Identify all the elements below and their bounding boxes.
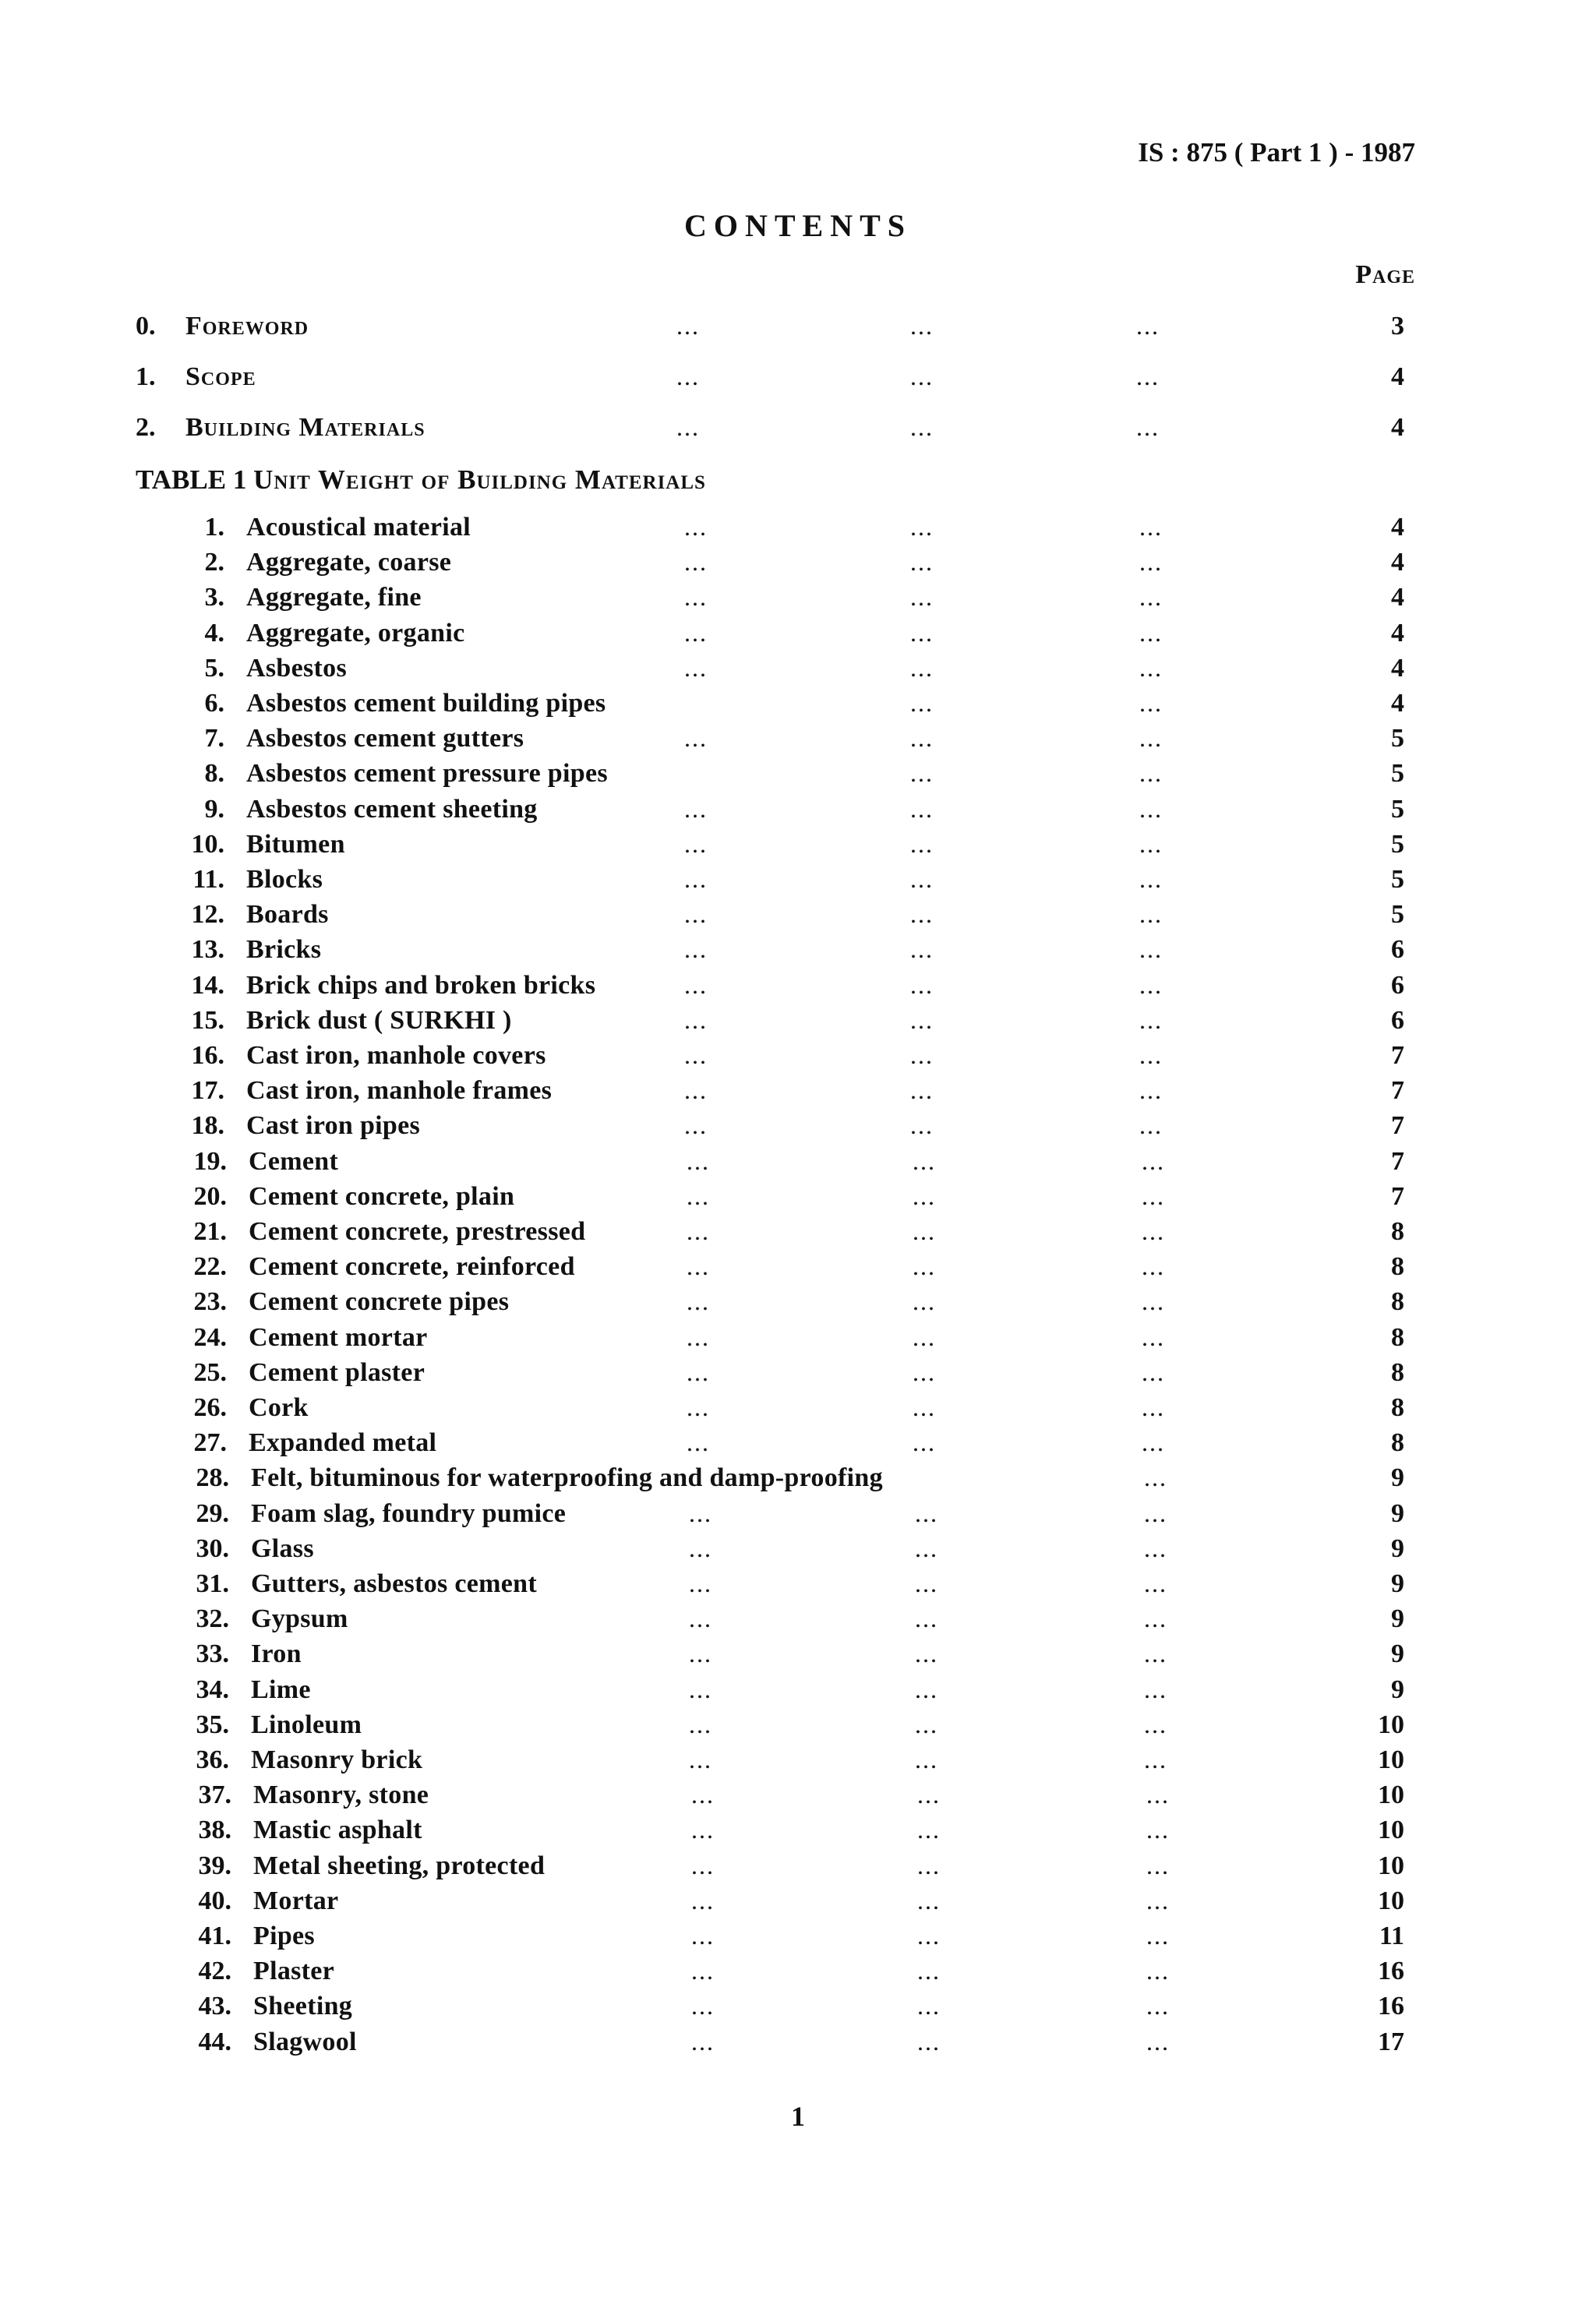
item-page-number: 10 xyxy=(1378,1710,1404,1739)
leader-dots: ... xyxy=(913,1323,936,1351)
item-number: 36. xyxy=(196,1745,229,1774)
table-heading xyxy=(136,464,706,496)
leader-dots: ... xyxy=(1139,935,1163,963)
leader-dots: ... xyxy=(1142,1147,1165,1175)
leader-dots: ... xyxy=(684,548,708,576)
leader-dots: ... xyxy=(1139,1041,1163,1069)
item-number: 29. xyxy=(196,1499,229,1528)
leader-dots: ... xyxy=(691,1992,715,2020)
item-number: 24. xyxy=(193,1323,227,1352)
item-name: Boards xyxy=(246,900,329,929)
leader-dots: ... xyxy=(913,1182,936,1210)
item-number: 1. xyxy=(204,513,224,542)
leader-dots: ... xyxy=(1139,795,1163,823)
leader-dots: ... xyxy=(917,2027,941,2056)
leader-dots: ... xyxy=(1142,1182,1165,1210)
item-page-number: 8 xyxy=(1391,1252,1404,1281)
item-page-number: 8 xyxy=(1391,1217,1404,1246)
item-number: 12. xyxy=(191,900,224,929)
item-page-number: 4 xyxy=(1391,619,1404,648)
item-name: Pipes xyxy=(253,1922,315,1950)
item-page-number: 5 xyxy=(1391,900,1404,929)
leader-dots: ... xyxy=(684,513,708,541)
leader-dots: ... xyxy=(684,830,708,858)
leader-dots: ... xyxy=(1144,1675,1167,1703)
item-number: 30. xyxy=(196,1534,229,1563)
leader-dots: ... xyxy=(913,1393,936,1421)
item-page-number: 4 xyxy=(1391,548,1404,577)
leader-dots: ... xyxy=(691,1816,715,1844)
item-number: 27. xyxy=(193,1428,227,1457)
item-page-number: 5 xyxy=(1391,795,1404,824)
item-number: 20. xyxy=(193,1182,227,1211)
item-name: Cast iron pipes xyxy=(246,1111,421,1140)
item-number: 11. xyxy=(192,865,224,894)
item-number: 6. xyxy=(204,689,224,718)
leader-dots: ... xyxy=(676,312,700,340)
leader-dots: ... xyxy=(1146,1957,1170,1985)
item-number: 15. xyxy=(191,1006,224,1035)
item-number: 40. xyxy=(198,1886,231,1915)
item-name: Brick chips and broken bricks xyxy=(246,971,596,1000)
leader-dots: ... xyxy=(910,583,934,611)
item-name: Gypsum xyxy=(251,1604,348,1633)
item-number: 14. xyxy=(191,971,224,1000)
item-page-number: 7 xyxy=(1391,1147,1404,1176)
item-number: 3. xyxy=(204,583,224,612)
table-title: Unit Weight of Building Materials xyxy=(253,464,706,495)
leader-dots: ... xyxy=(676,362,700,390)
leader-dots: ... xyxy=(684,619,708,647)
item-name: Metal sheeting, protected xyxy=(253,1851,546,1880)
item-page-number: 8 xyxy=(1391,1323,1404,1352)
leader-dots: ... xyxy=(1146,1780,1170,1809)
page-column-label: Page xyxy=(1355,260,1415,289)
leader-dots: ... xyxy=(1139,1006,1163,1034)
leader-dots: ... xyxy=(691,2027,715,2056)
page-number: 1 xyxy=(791,2101,805,2132)
leader-dots: ... xyxy=(689,1534,712,1562)
item-name: Bricks xyxy=(246,935,322,964)
item-page-number: 7 xyxy=(1391,1111,1404,1140)
leader-dots: ... xyxy=(689,1604,712,1632)
item-number: 41. xyxy=(198,1922,231,1950)
item-number: 16. xyxy=(191,1041,224,1070)
item-name: Cement concrete pipes xyxy=(249,1287,510,1316)
leader-dots: ... xyxy=(684,795,708,823)
leader-dots: ... xyxy=(910,513,934,541)
leader-dots: ... xyxy=(676,413,700,441)
leader-dots: ... xyxy=(687,1182,710,1210)
leader-dots: ... xyxy=(910,971,934,999)
item-name: Asbestos cement pressure pipes xyxy=(246,759,608,788)
leader-dots: ... xyxy=(687,1323,710,1351)
leader-dots: ... xyxy=(1144,1499,1167,1527)
item-number: 32. xyxy=(196,1604,229,1633)
leader-dots: ... xyxy=(689,1569,712,1597)
item-name: Cement plaster xyxy=(249,1358,425,1387)
item-page-number: 9 xyxy=(1391,1569,1404,1598)
item-page-number: 7 xyxy=(1391,1076,1404,1105)
item-name: Asbestos cement sheeting xyxy=(246,795,538,824)
item-page-number: 8 xyxy=(1391,1393,1404,1422)
leader-dots: ... xyxy=(910,759,934,787)
section-title: Foreword xyxy=(185,312,309,341)
item-name: Mortar xyxy=(253,1886,339,1915)
item-page-number: 4 xyxy=(1391,513,1404,542)
leader-dots: ... xyxy=(1139,583,1163,611)
item-name: Linoleum xyxy=(251,1710,362,1739)
item-number: 39. xyxy=(198,1851,231,1880)
leader-dots: ... xyxy=(910,935,934,963)
section-page-number: 3 xyxy=(1391,312,1404,341)
leader-dots: ... xyxy=(915,1604,938,1632)
leader-dots: ... xyxy=(913,1287,936,1315)
item-number: 44. xyxy=(198,2027,231,2056)
leader-dots: ... xyxy=(684,1041,708,1069)
item-page-number: 8 xyxy=(1391,1428,1404,1457)
item-name: Cast iron, manhole frames xyxy=(246,1076,553,1105)
item-number: 25. xyxy=(193,1358,227,1387)
item-number: 9. xyxy=(204,795,224,824)
leader-dots: ... xyxy=(915,1675,938,1703)
leader-dots: ... xyxy=(689,1639,712,1668)
item-number: 37. xyxy=(198,1780,231,1809)
item-page-number: 4 xyxy=(1391,689,1404,718)
leader-dots: ... xyxy=(915,1569,938,1597)
item-name: Cement concrete, prestressed xyxy=(249,1217,586,1246)
leader-dots: ... xyxy=(1139,724,1163,752)
leader-dots: ... xyxy=(684,583,708,611)
section-page-number: 4 xyxy=(1391,413,1404,442)
leader-dots: ... xyxy=(1142,1323,1165,1351)
item-page-number: 10 xyxy=(1378,1851,1404,1880)
leader-dots: ... xyxy=(1146,2027,1170,2056)
leader-dots: ... xyxy=(1136,413,1160,441)
item-page-number: 4 xyxy=(1391,654,1404,683)
item-name: Cast iron, manhole covers xyxy=(246,1041,546,1070)
item-number: 13. xyxy=(191,935,224,964)
item-name: Sheeting xyxy=(253,1992,353,2020)
leader-dots: ... xyxy=(684,1111,708,1139)
item-number: 42. xyxy=(198,1957,231,1985)
leader-dots: ... xyxy=(1146,1816,1170,1844)
leader-dots: ... xyxy=(1142,1358,1165,1386)
item-page-number: 10 xyxy=(1378,1745,1404,1774)
item-page-number: 9 xyxy=(1391,1639,1404,1668)
leader-dots: ... xyxy=(1144,1639,1167,1668)
section-title: Building Materials xyxy=(185,413,425,442)
leader-dots: ... xyxy=(1142,1287,1165,1315)
leader-dots: ... xyxy=(1142,1393,1165,1421)
item-number: 26. xyxy=(193,1393,227,1422)
leader-dots: ... xyxy=(1142,1252,1165,1280)
section-number: 0. xyxy=(136,312,156,341)
item-number: 38. xyxy=(198,1816,231,1844)
leader-dots: ... xyxy=(1136,362,1160,390)
leader-dots: ... xyxy=(1142,1217,1165,1245)
leader-dots: ... xyxy=(910,312,934,340)
item-page-number: 6 xyxy=(1391,935,1404,964)
item-number: 35. xyxy=(196,1710,229,1739)
leader-dots: ... xyxy=(917,1992,941,2020)
leader-dots: ... xyxy=(915,1639,938,1668)
leader-dots: ... xyxy=(913,1217,936,1245)
leader-dots: ... xyxy=(687,1287,710,1315)
item-name: Acoustical material xyxy=(246,513,471,542)
item-page-number: 17 xyxy=(1378,2027,1404,2056)
item-page-number: 7 xyxy=(1391,1041,1404,1070)
leader-dots: ... xyxy=(1146,1851,1170,1879)
leader-dots: ... xyxy=(687,1393,710,1421)
leader-dots: ... xyxy=(687,1252,710,1280)
item-name: Blocks xyxy=(246,865,323,894)
item-number: 34. xyxy=(196,1675,229,1704)
item-name: Cement mortar xyxy=(249,1323,428,1352)
item-name: Masonry brick xyxy=(251,1745,423,1774)
item-number: 28. xyxy=(196,1463,229,1492)
leader-dots: ... xyxy=(684,900,708,928)
item-name: Cork xyxy=(249,1393,309,1422)
leader-dots: ... xyxy=(917,1780,941,1809)
leader-dots: ... xyxy=(689,1710,712,1738)
leader-dots: ... xyxy=(1139,619,1163,647)
leader-dots: ... xyxy=(691,1886,715,1915)
leader-dots: ... xyxy=(1139,865,1163,893)
item-page-number: 6 xyxy=(1391,971,1404,1000)
leader-dots: ... xyxy=(910,724,934,752)
item-page-number: 5 xyxy=(1391,830,1404,859)
item-name: Cement concrete, plain xyxy=(249,1182,515,1211)
leader-dots: ... xyxy=(684,971,708,999)
leader-dots: ... xyxy=(910,548,934,576)
leader-dots: ... xyxy=(915,1710,938,1738)
leader-dots: ... xyxy=(910,619,934,647)
leader-dots: ... xyxy=(1139,759,1163,787)
leader-dots: ... xyxy=(687,1147,710,1175)
item-number: 22. xyxy=(193,1252,227,1281)
page-title: CONTENTS xyxy=(683,208,913,243)
item-name: Plaster xyxy=(253,1957,335,1985)
item-page-number: 5 xyxy=(1391,724,1404,753)
item-name: Glass xyxy=(251,1534,314,1563)
leader-dots: ... xyxy=(1144,1710,1167,1738)
item-page-number: 10 xyxy=(1378,1816,1404,1844)
item-name: Cement xyxy=(249,1147,339,1176)
leader-dots: ... xyxy=(689,1745,712,1773)
leader-dots: ... xyxy=(684,1076,708,1104)
item-page-number: 7 xyxy=(1391,1182,1404,1211)
leader-dots: ... xyxy=(1139,971,1163,999)
leader-dots: ... xyxy=(915,1499,938,1527)
leader-dots: ... xyxy=(684,865,708,893)
leader-dots: ... xyxy=(1146,1886,1170,1915)
item-number: 19. xyxy=(193,1147,227,1176)
leader-dots: ... xyxy=(910,900,934,928)
item-page-number: 5 xyxy=(1391,865,1404,894)
leader-dots: ... xyxy=(1144,1745,1167,1773)
item-page-number: 9 xyxy=(1391,1604,1404,1633)
item-number: 4. xyxy=(204,619,224,648)
leader-dots: ... xyxy=(691,1851,715,1879)
item-name: Expanded metal xyxy=(249,1428,437,1457)
section-page-number: 4 xyxy=(1391,362,1404,391)
item-name: Iron xyxy=(251,1639,302,1668)
section-number: 1. xyxy=(136,362,156,391)
leader-dots: ... xyxy=(910,689,934,717)
item-page-number: 9 xyxy=(1391,1499,1404,1528)
item-name: Asbestos cement building pipes xyxy=(246,689,606,718)
item-page-number: 11 xyxy=(1379,1922,1404,1950)
leader-dots: ... xyxy=(913,1252,936,1280)
leader-dots: ... xyxy=(910,362,934,390)
leader-dots: ... xyxy=(917,1922,941,1950)
leader-dots: ... xyxy=(915,1745,938,1773)
leader-dots: ... xyxy=(691,1957,715,1985)
leader-dots: ... xyxy=(913,1428,936,1456)
item-page-number: 8 xyxy=(1391,1358,1404,1387)
item-name: Felt, bituminous for waterproofing and damp-proofing xyxy=(251,1463,883,1492)
table-number: 1 xyxy=(232,464,247,495)
item-page-number: 16 xyxy=(1378,1992,1404,2020)
item-page-number: 4 xyxy=(1391,583,1404,612)
leader-dots: ... xyxy=(684,654,708,682)
leader-dots: ... xyxy=(910,1041,934,1069)
item-page-number: 16 xyxy=(1378,1957,1404,1985)
leader-dots: ... xyxy=(1142,1428,1165,1456)
leader-dots: ... xyxy=(1144,1569,1167,1597)
leader-dots: ... xyxy=(913,1147,936,1175)
item-name: Foam slag, foundry pumice xyxy=(251,1499,567,1528)
item-number: 10. xyxy=(191,830,224,859)
leader-dots: ... xyxy=(915,1534,938,1562)
item-page-number: 10 xyxy=(1378,1780,1404,1809)
leader-dots: ... xyxy=(910,654,934,682)
item-name: Mastic asphalt xyxy=(253,1816,422,1844)
table-label: TABLE xyxy=(136,464,227,495)
item-page-number: 8 xyxy=(1391,1287,1404,1316)
item-name: Slagwool xyxy=(253,2027,357,2056)
leader-dots: ... xyxy=(910,795,934,823)
item-number: 23. xyxy=(193,1287,227,1316)
leader-dots: ... xyxy=(917,1957,941,1985)
leader-dots: ... xyxy=(910,865,934,893)
item-number: 43. xyxy=(198,1992,231,2020)
leader-dots: ... xyxy=(910,1111,934,1139)
item-name: Masonry, stone xyxy=(253,1780,429,1809)
leader-dots: ... xyxy=(1144,1534,1167,1562)
item-name: Aggregate, fine xyxy=(246,583,422,612)
leader-dots: ... xyxy=(917,1886,941,1915)
item-name: Lime xyxy=(251,1675,311,1704)
item-number: 5. xyxy=(204,654,224,683)
leader-dots: ... xyxy=(1139,548,1163,576)
leader-dots: ... xyxy=(910,830,934,858)
leader-dots: ... xyxy=(1139,689,1163,717)
item-name: Cement concrete, reinforced xyxy=(249,1252,575,1281)
leader-dots: ... xyxy=(689,1499,712,1527)
leader-dots: ... xyxy=(687,1428,710,1456)
leader-dots: ... xyxy=(917,1816,941,1844)
item-name: Asbestos xyxy=(246,654,347,683)
leader-dots: ... xyxy=(910,1006,934,1034)
leader-dots: ... xyxy=(689,1675,712,1703)
item-name: Brick dust ( SURKHI ) xyxy=(246,1006,512,1035)
item-number: 7. xyxy=(204,724,224,753)
leader-dots: ... xyxy=(691,1780,715,1809)
item-number: 31. xyxy=(196,1569,229,1598)
item-number: 33. xyxy=(196,1639,229,1668)
leader-dots: ... xyxy=(913,1358,936,1386)
item-number: 21. xyxy=(193,1217,227,1246)
item-name: Bitumen xyxy=(246,830,345,859)
leader-dots: ... xyxy=(1139,830,1163,858)
section-number: 2. xyxy=(136,413,156,442)
item-page-number: 9 xyxy=(1391,1534,1404,1563)
leader-dots: ... xyxy=(684,935,708,963)
leader-dots: ... xyxy=(1144,1463,1167,1491)
item-name: Gutters, asbestos cement xyxy=(251,1569,537,1598)
leader-dots: ... xyxy=(1146,1922,1170,1950)
leader-dots: ... xyxy=(687,1358,710,1386)
leader-dots: ... xyxy=(687,1217,710,1245)
item-name: Asbestos cement gutters xyxy=(246,724,524,753)
leader-dots: ... xyxy=(1144,1604,1167,1632)
leader-dots: ... xyxy=(1139,900,1163,928)
item-page-number: 9 xyxy=(1391,1463,1404,1492)
item-page-number: 9 xyxy=(1391,1675,1404,1704)
item-page-number: 5 xyxy=(1391,759,1404,788)
item-name: Aggregate, organic xyxy=(246,619,465,648)
leader-dots: ... xyxy=(684,724,708,752)
item-number: 8. xyxy=(204,759,224,788)
item-number: 17. xyxy=(191,1076,224,1105)
item-name: Aggregate, coarse xyxy=(246,548,452,577)
leader-dots: ... xyxy=(917,1851,941,1879)
leader-dots: ... xyxy=(910,1076,934,1104)
leader-dots: ... xyxy=(1139,513,1163,541)
leader-dots: ... xyxy=(910,413,934,441)
item-page-number: 10 xyxy=(1378,1886,1404,1915)
leader-dots: ... xyxy=(1139,1111,1163,1139)
standard-reference: IS : 875 ( Part 1 ) - 1987 xyxy=(1138,137,1415,168)
leader-dots: ... xyxy=(1136,312,1160,340)
leader-dots: ... xyxy=(1146,1992,1170,2020)
section-title: Scope xyxy=(185,362,256,391)
leader-dots: ... xyxy=(1139,1076,1163,1104)
leader-dots: ... xyxy=(691,1922,715,1950)
item-number: 18. xyxy=(191,1111,224,1140)
item-page-number: 6 xyxy=(1391,1006,1404,1035)
leader-dots: ... xyxy=(684,1006,708,1034)
item-number: 2. xyxy=(204,548,224,577)
leader-dots: ... xyxy=(1139,654,1163,682)
